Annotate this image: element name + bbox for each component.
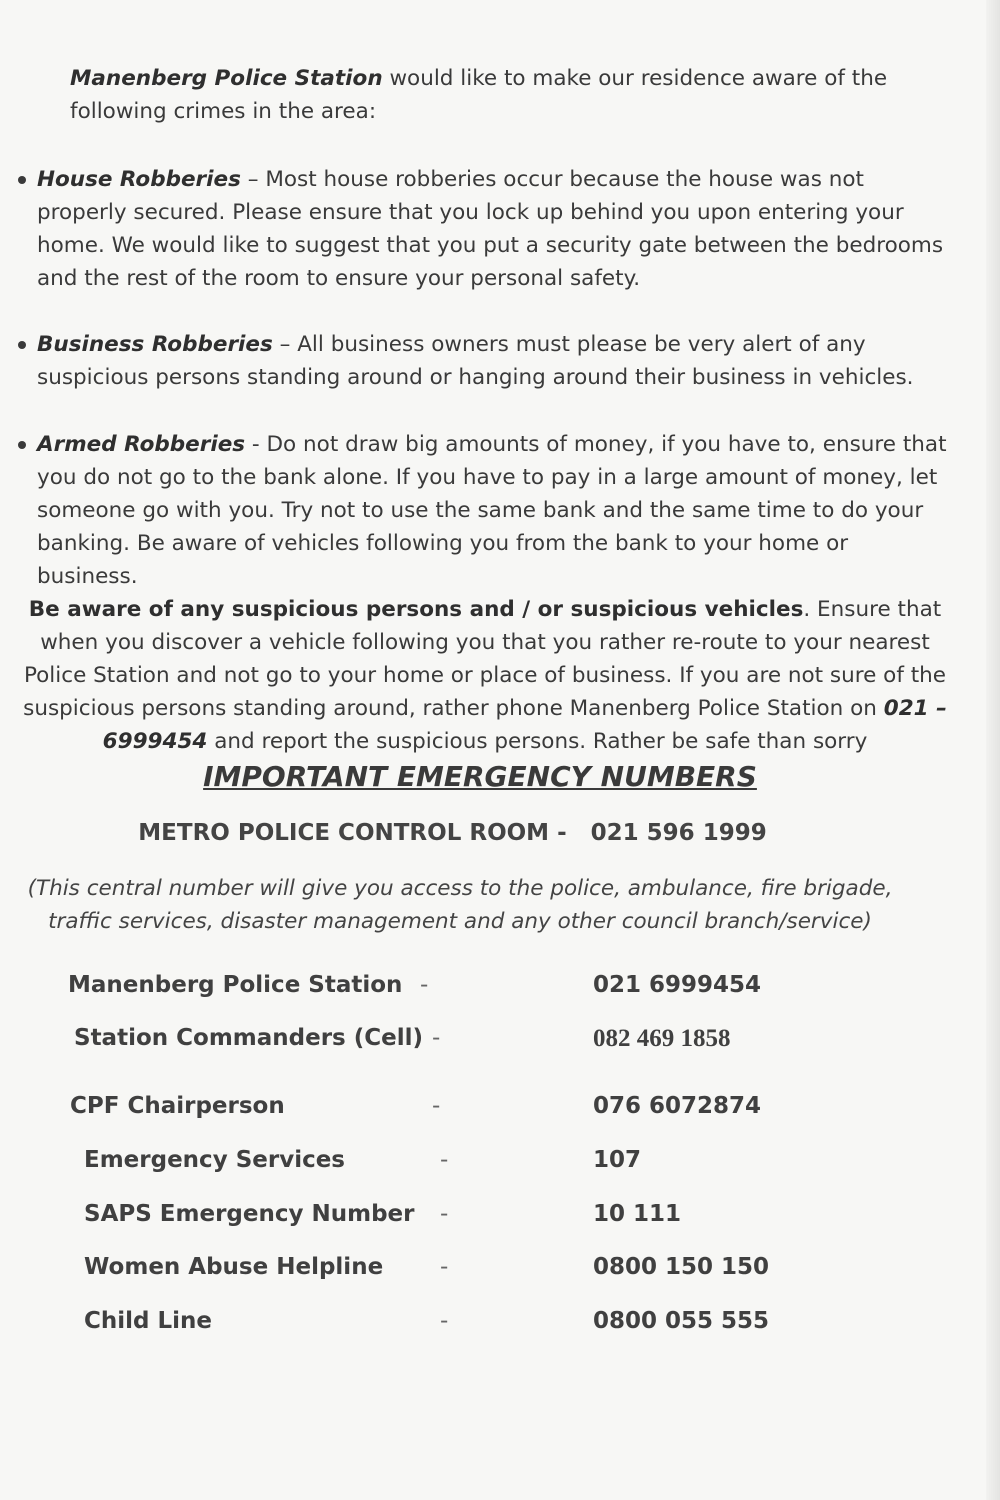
bullet-business-robberies [37,328,947,394]
contact-label: SAPS Emergency Number [84,1201,415,1227]
contact-dash: - [420,972,429,998]
warning-phone: 021 – 6999454 [102,696,947,754]
bullet-text: - Do not draw big amounts of money, if you have to, ensure that you do not go to the bank alone. If you have to pay in a large amount of money, let someone go with you. Try not to use the same bank and the same time to do your banking. Be aware of vehicles following you from the bank to your home or business. [37,432,947,589]
contact-dash: - [440,1254,449,1280]
contact-dash: - [432,1093,441,1119]
bullet-armed-robberies [37,428,947,593]
intro-text: would like to make our residence aware of the following crimes in the area: [70,66,888,124]
contact-number: 0800 150 150 [593,1254,770,1280]
bullet-title: Armed Robberies [37,432,246,457]
control-room-line [0,820,905,846]
contact-row [0,1025,1000,1059]
contact-label: Emergency Services [84,1147,345,1173]
contact-label: CPF Chairperson [70,1093,285,1119]
contact-label: Women Abuse Helpline [84,1254,384,1280]
bullet-house-robberies [37,163,947,295]
warning-text: . Ensure that when you discover a vehicle following you that you rather re-route to your nearest Police Station and not go to your home or place of business. If you are not sure of the suspicious persons standing around, rather phone Manenberg Police Station on [23,597,947,721]
intro-station-name: Manenberg Police Station [70,66,383,91]
warning-bold: Be aware of any suspicious persons and / or suspicious vehicles [28,597,804,622]
bullet-title: House Robberies [37,167,241,192]
bullet-text: – Most house robberies occur because the house was not properly secured. Please ensure that you lock up behind you upon entering your home. We would like to suggest that you put a security gate between the bedrooms and the rest of the room to ensure your personal safety. [37,167,944,291]
contact-dash: - [440,1147,449,1173]
control-room-label: METRO POLICE CONTROL ROOM - [138,820,567,846]
contact-number: 10 111 [593,1201,682,1227]
warning-end: and report the suspicious persons. Rather be safe than sorry [207,729,868,754]
contact-dash: - [432,1025,441,1051]
contact-number: 082 469 1858 [593,1025,731,1052]
warning-paragraph [15,593,955,758]
contact-row [0,1254,1000,1288]
contact-number: 076 6072874 [593,1093,762,1119]
intro-paragraph [70,62,890,128]
contact-number: 0800 055 555 [593,1308,770,1334]
contact-row [0,1093,1000,1127]
contact-number: 021 6999454 [593,972,762,998]
contact-row [0,1201,1000,1235]
contact-dash: - [440,1201,449,1227]
contact-label: Manenberg Police Station [68,972,403,998]
contact-row [0,972,1000,1006]
contact-number: 107 [593,1147,642,1173]
contact-row [0,1308,1000,1342]
contact-row [0,1147,1000,1181]
bullet-title: Business Robberies [37,332,273,357]
bullet-text: – All business owners must please be very alert of any suspicious persons standing around or hanging around their business in vehicles. [37,332,914,390]
contact-label: Station Commanders (Cell) [74,1025,424,1051]
contact-dash: - [440,1308,449,1334]
emergency-numbers-heading: IMPORTANT EMERGENCY NUMBERS [203,760,757,793]
central-number-note: (This central number will give you access to the police, ambulance, fire brigade, traffic services, disaster management and any other council branch/service) [27,876,893,934]
control-room-number: 021 596 1999 [590,820,767,846]
contact-label: Child Line [84,1308,213,1334]
